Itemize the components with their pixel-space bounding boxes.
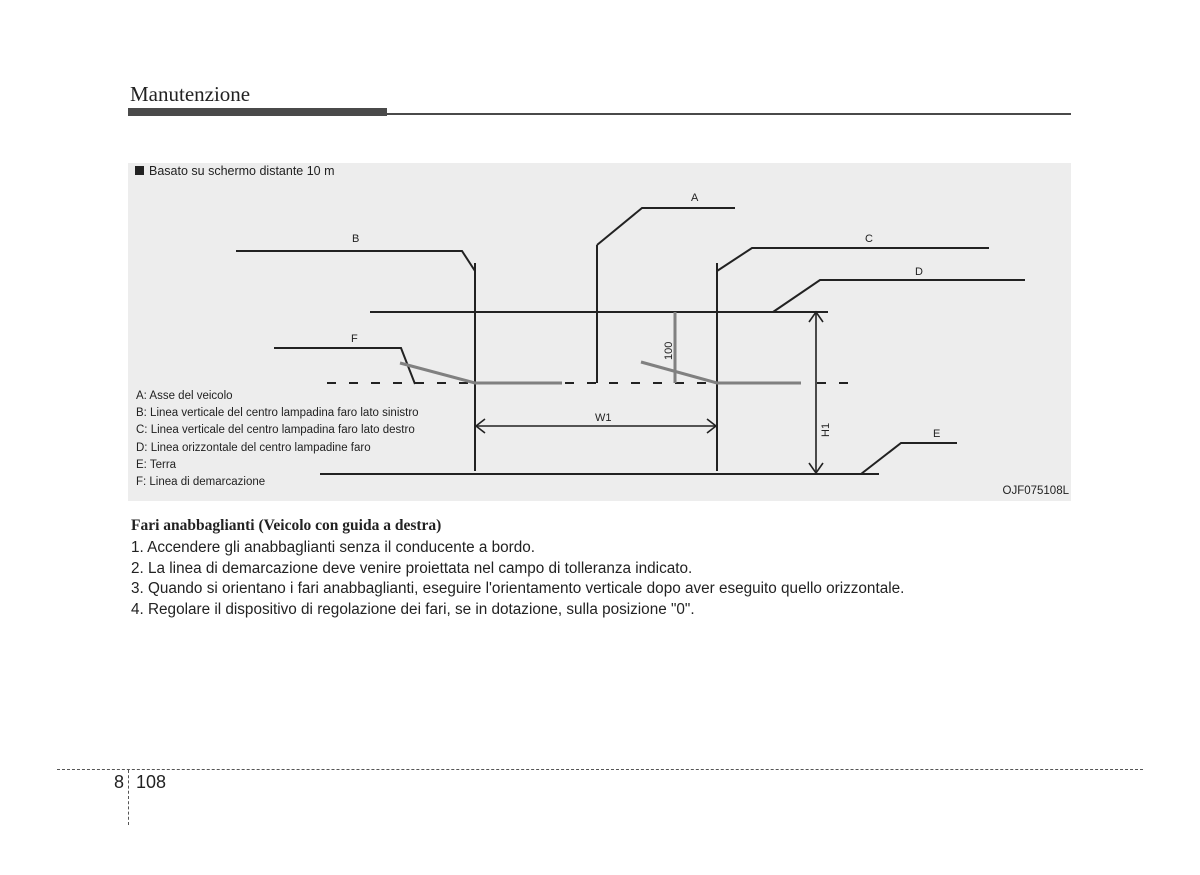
figure-note-text: Basato su schermo distante 10 m [149, 164, 335, 178]
section-heading: Fari anabbaglianti (Veicolo con guida a destra) [131, 517, 442, 534]
label-c: C [865, 233, 873, 245]
dimension-h1 [809, 312, 823, 473]
instructions-section [131, 517, 904, 620]
label-h1: H1 [820, 422, 832, 437]
instruction-step: 4. Regolare il dispositivo di regolazione dei fari, se in dotazione, sulla posizione "0". [131, 600, 695, 618]
label-e: E [933, 428, 941, 440]
figure-code: OJF075108L [1002, 485, 1069, 497]
square-bullet-icon [135, 166, 144, 175]
footer-separator [128, 770, 129, 825]
instruction-step: 3. Quando si orientano i fari anabbaglianti, eseguire l'orientamento verticale dopo aver eseguito quello orizzontale. [131, 580, 905, 597]
label-a: A [691, 192, 699, 204]
headlight-aiming-diagram [128, 163, 1071, 501]
legend-item: F: Linea di demarcazione [136, 476, 266, 489]
chapter-number: 8 [114, 772, 125, 792]
header-rule-thick [128, 108, 387, 116]
label-b: B [352, 233, 360, 245]
label-f: F [351, 333, 358, 345]
line-c-right-vertical [717, 248, 989, 471]
figure-legend [136, 388, 419, 491]
label-d: D [915, 266, 923, 278]
figure-note [135, 164, 335, 178]
legend-item: B: Linea verticale del centro lampadina faro lato sinistro [136, 407, 419, 420]
legend-item: E: Terra [136, 458, 177, 471]
footer-divider [57, 769, 1143, 770]
instruction-step: 1. Accendere gli anabbaglianti senza il conducente a bordo. [131, 539, 535, 556]
page-title: Manutenzione [130, 82, 251, 106]
legend-item: D: Linea orizzontale del centro lampadine faro [136, 441, 371, 454]
line-f-leader [274, 348, 415, 384]
legend-item: A: Asse del veicolo [136, 390, 233, 402]
line-d-horizontal-center [370, 280, 1025, 312]
page-number: 108 [136, 772, 167, 792]
header-rule-thin [387, 113, 1071, 115]
cutoff-line-pattern [400, 312, 801, 383]
label-w1: W1 [595, 412, 612, 424]
instruction-step: 2. La linea di demarcazione deve venire proiettata nel campo di tolleranza indicato. [131, 559, 693, 577]
legend-item: C: Linea verticale del centro lampadina faro lato destro [136, 424, 415, 437]
label-100: 100 [663, 341, 675, 360]
